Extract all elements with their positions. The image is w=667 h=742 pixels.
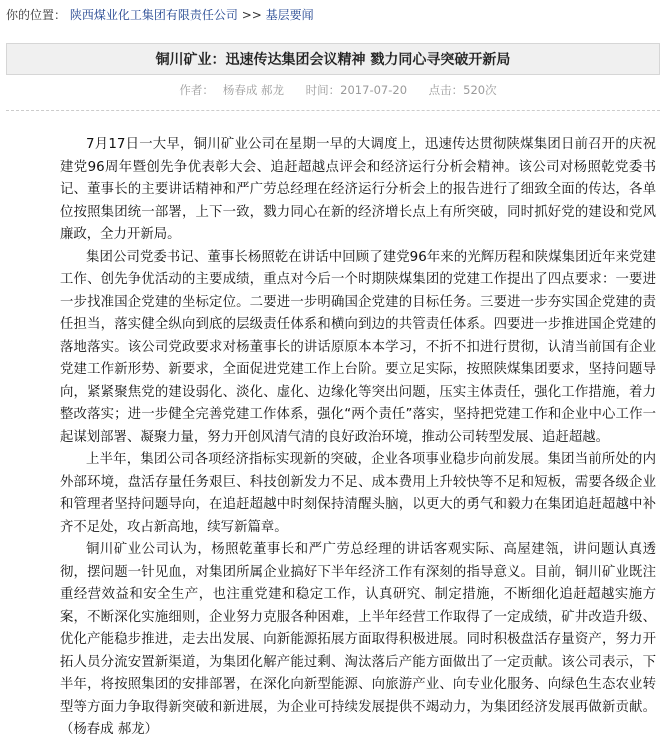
clicks-value: 520次: [463, 83, 497, 97]
article-author: [170, 83, 284, 97]
article-paragraph: 7月17日一大早，铜川矿业公司在星期一早的大调度上，迅速传达贯彻陕煤集团日前召开的庆祝建党96周年暨创先争优表彰大会、追赶超越点评会和经济运行分析会精神。该公司对杨照乾党委书记、董事长的主要讲话精神和严广劳总经理在经济运行分析会上的报告进行了细致全面的传达，各单位按照集团统一部署，上下一致，戮力同心在新的经济增长点上有所突破，同时抓好党的建设和党风廉政，全力开新局。: [60, 137, 656, 242]
breadcrumb-company-link[interactable]: 陕西煤业化工集团有限责任公司: [69, 8, 238, 22]
author-label: 作者：: [179, 83, 214, 97]
article-meta: [0, 82, 667, 98]
article-paragraph: 铜川矿业公司认为，杨照乾董事长和严广劳总经理的讲话客观实际、高屋建瓴，讲问题认真透彻，摆问题一针见血，对集团所属企业搞好下半年经济工作有深刻的指导意义。目前，铜川矿业既注重经营效益和安全生产，也注重党建和稳定工作，认真研究、制定措施，不断细化追赶超越实施方案，不断深化实施细则，企业努力克服各种困难，上半年经营工作取得了一定成绩，矿井改造升级、优化产能稳步推进，走去出发展、向新能源拓展方面取得积极进展。同时积极盘活存量资产，努力开拓人员分流安置新渠道，为集团化解产能过剩、淘汰落后产能方面做出了一定贡献。该公司表示，下半年，将按照集团的安排部署，在深化向新型能源、向旅游产业、向专业化服务、向绿色生态农业转型等方面力争取得新突破和新进展，为企业可持续发展提供不竭动力，为集团经济发展再做新贡献。（杨春成 郝龙）: [60, 542, 656, 737]
clicks-label: 点击：: [428, 83, 464, 97]
article-title: 铜川矿业：迅速传达集团会议精神 戮力同心寻突破开新局: [155, 52, 511, 68]
article-title-bar: [6, 43, 660, 75]
article-time: [306, 83, 407, 97]
breadcrumb-prefix: 你的位置：: [6, 8, 67, 22]
meta-divider: [6, 110, 660, 111]
article-body: [60, 134, 656, 742]
breadcrumb-section-link[interactable]: 基层要闻: [265, 8, 314, 22]
time-value: 2017-07-20: [340, 83, 408, 97]
author-value: 杨春成 郝龙: [222, 83, 285, 97]
article-clicks: [429, 83, 497, 97]
time-label: 时间：: [305, 83, 341, 97]
breadcrumb-separator: >>: [241, 8, 262, 22]
breadcrumb: [0, 0, 667, 30]
article-paragraph: 上半年，集团公司各项经济指标实现新的突破，企业各项事业稳步向前发展。集团当前所处的内外部环境，盘活存量任务艰巨、科技创新发力不足、成本费用上升较快等不足和短板，需要各级企业和管理者坚持问题导向，在追赶超越中时刻保持清醒头脑，以更大的勇气和毅力在集团追赶超越中补齐不足处，攻占新高地，续写新篇章。: [60, 452, 656, 535]
article-paragraph: 集团公司党委书记、董事长杨照乾在讲话中回顾了建党96年来的光辉历程和陕煤集团近年来党建工作、创先争优活动的主要成绩，重点对今后一个时期陕煤集团的党建工作提出了四点要求：一要进一步找准国企党建的坐标定位。二要进一步明确国企党建的目标任务。三要进一步夯实国企党建的责任担当，落实健全纵向到底的层级责任体系和横向到边的共管责任体系。四要进一步推进国企党建的落地落实。该公司党政要求对杨董事长的讲话原原本本学习，不折不扣进行贯彻，认清当前国有企业党建工作新形势、新要求，全面促进党建工作上台阶。要立足实际，按照陕煤集团要求，坚持问题导向，紧紧聚焦党的建设弱化、淡化、虚化、边缘化等突出问题，压实主体责任，强化工作措施，着力整改落实；进一步健全完善党建工作体系，强化“两个责任”落实，坚持把党建工作和企业中心工作一起谋划部署、凝聚力量，努力开创风清气清的良好政治环境，推动公司转型发展、追赶超越。: [60, 249, 656, 445]
